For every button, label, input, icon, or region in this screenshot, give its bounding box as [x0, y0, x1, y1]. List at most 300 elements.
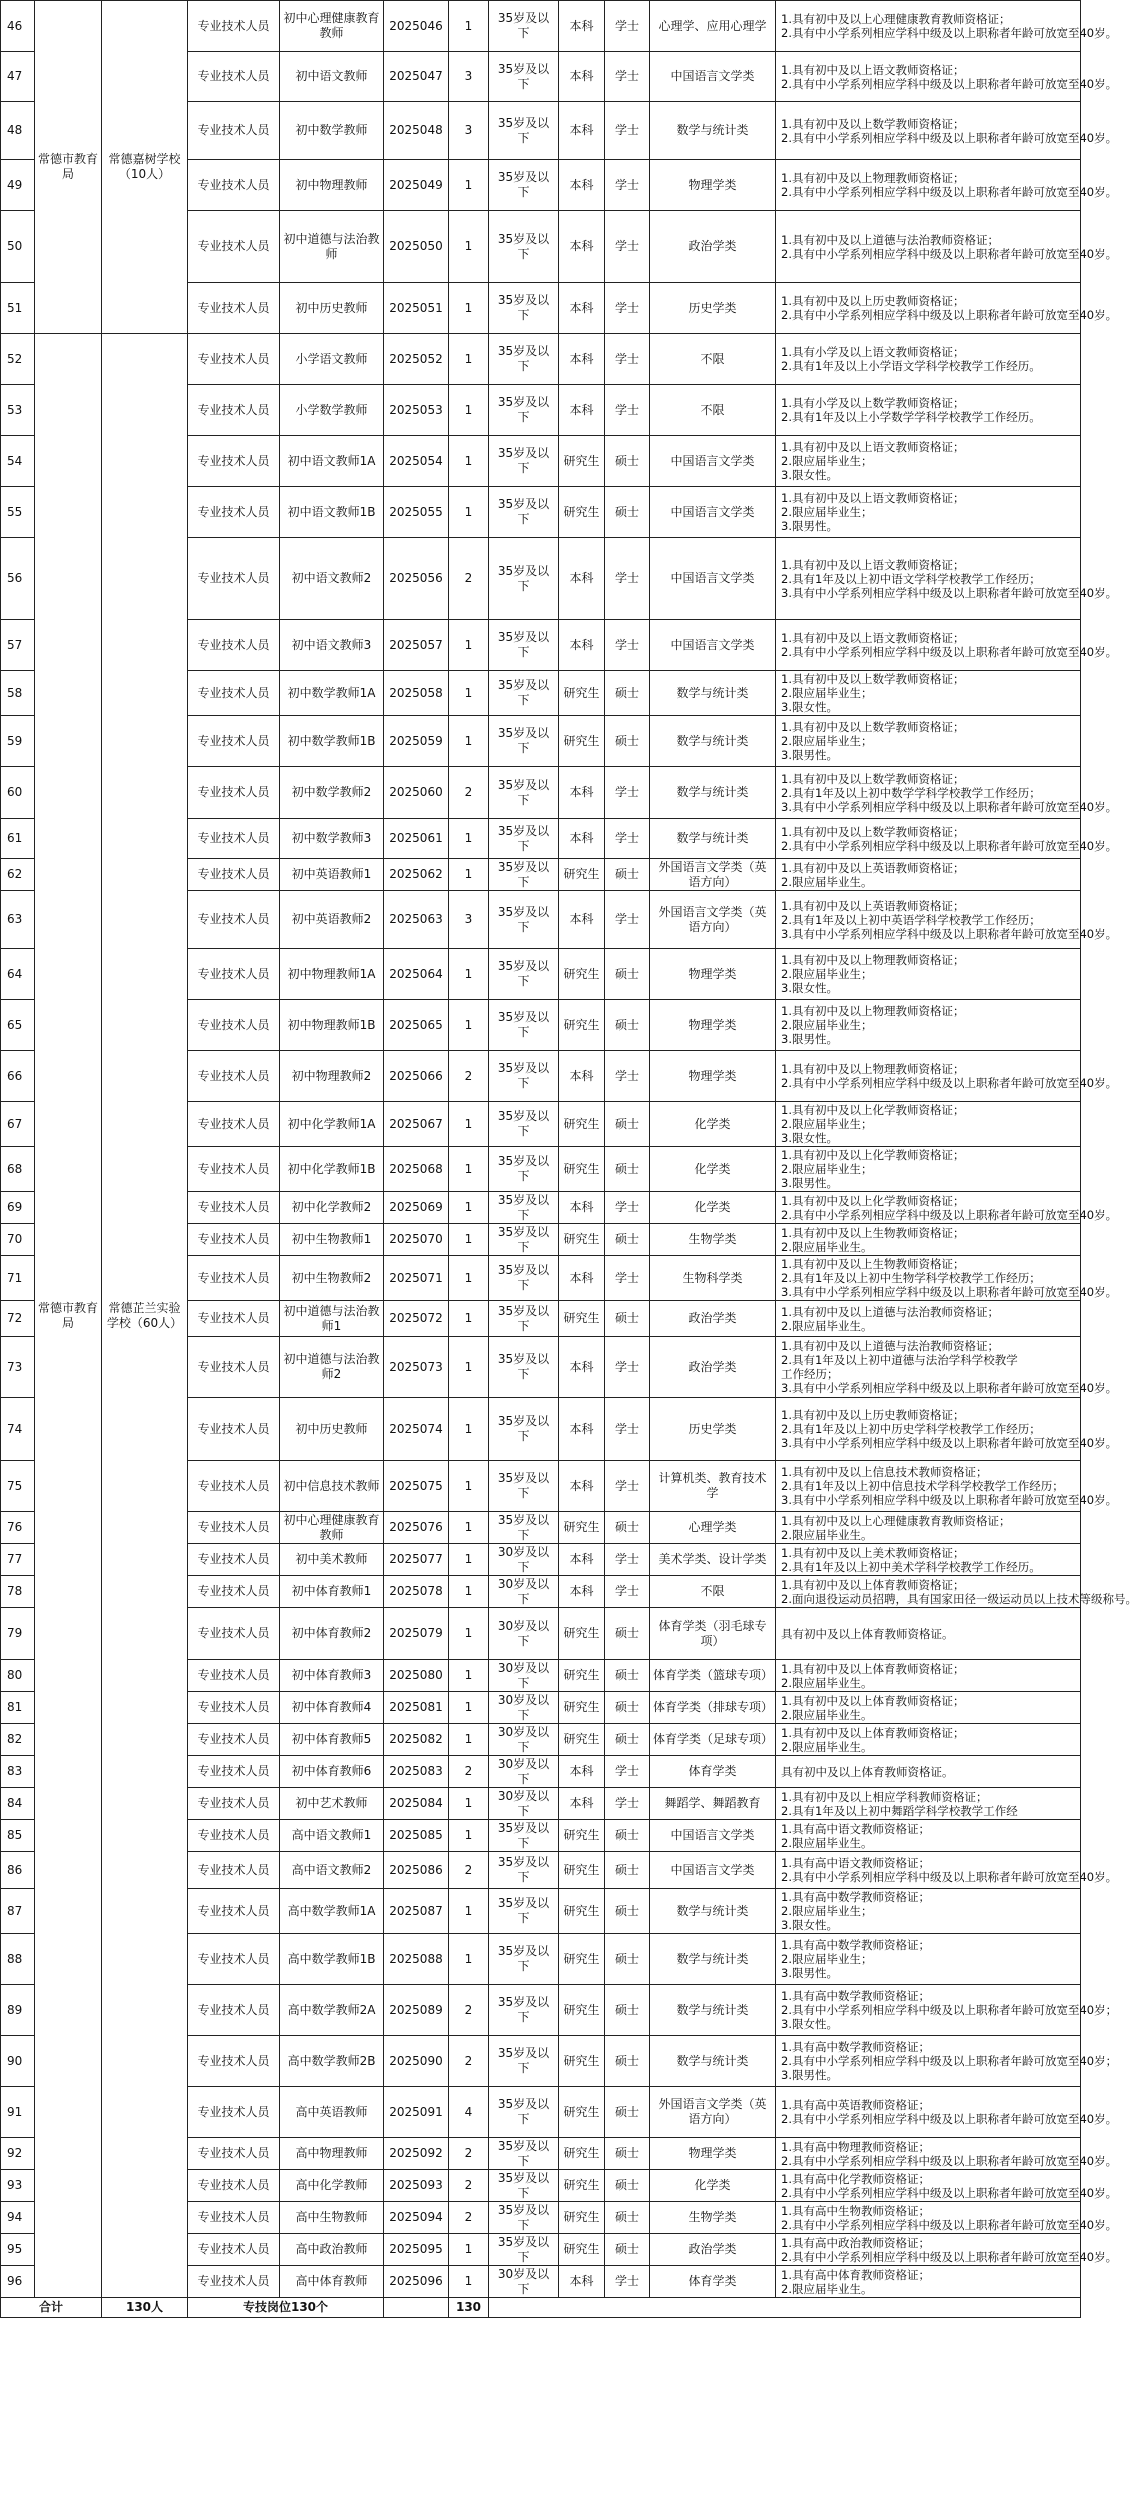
headcount-cell: 1	[449, 1147, 489, 1192]
education-cell: 研究生	[559, 2138, 605, 2170]
age-cell: 35岁及以下	[489, 283, 559, 334]
category-cell: 专业技术人员	[188, 819, 280, 859]
requirement-line: 1.具有初中及以上道德与法治教师资格证；	[781, 1339, 999, 1353]
category-cell: 专业技术人员	[188, 2266, 280, 2298]
category-cell: 专业技术人员	[188, 334, 280, 385]
headcount-cell: 1	[449, 211, 489, 283]
seq-cell: 71	[1, 1256, 35, 1301]
requirement-cell	[776, 949, 1081, 1000]
requirement-line: 1.具有初中及以上语文教师资格证；	[781, 491, 965, 505]
post-code-cell: 2025080	[384, 1660, 449, 1692]
education-cell: 研究生	[559, 1985, 605, 2036]
post-code-cell: 2025060	[384, 767, 449, 819]
age-cell: 35岁及以下	[489, 949, 559, 1000]
post-name-cell: 初中英语教师2	[280, 891, 384, 949]
category-cell: 专业技术人员	[188, 1576, 280, 1608]
education-cell: 本科	[559, 283, 605, 334]
requirement-line: 2.面向退役运动员招聘，具有国家田径一级运动员以上技术等级称号。	[781, 1591, 1137, 1606]
major-cell: 物理学类	[650, 1051, 776, 1102]
post-name-cell: 初中历史教师	[280, 1398, 384, 1461]
degree-cell: 学士	[605, 1756, 650, 1788]
age-cell: 35岁及以下	[489, 211, 559, 283]
headcount-cell: 1	[449, 1337, 489, 1398]
requirement-cell	[776, 1256, 1118, 1301]
post-name-cell: 初中数学教师1B	[280, 716, 384, 767]
category-cell: 专业技术人员	[188, 716, 280, 767]
requirement-line: 2.具有中小学系列相应学科中级及以上职称者年龄可放宽至40岁。	[781, 1207, 1118, 1222]
education-cell: 本科	[559, 1337, 605, 1398]
degree-cell: 学士	[605, 620, 650, 671]
seq-cell: 64	[1, 949, 35, 1000]
education-cell: 本科	[559, 385, 605, 436]
requirement-line: 3.限女性。	[781, 700, 838, 714]
headcount-cell: 1	[449, 1224, 489, 1256]
requirement-line: 1.具有初中及以上物理教师资格证；	[781, 953, 965, 967]
post-name-cell: 初中化学教师1B	[280, 1147, 384, 1192]
post-name-cell: 高中语文教师1	[280, 1820, 384, 1852]
requirement-line: 3.具有中小学系列相应学科中级及以上职称者年龄可放宽至40岁。	[781, 585, 1118, 600]
category-cell: 专业技术人员	[188, 1301, 280, 1337]
post-code-cell: 2025056	[384, 538, 449, 620]
seq-cell: 50	[1, 211, 35, 283]
category-cell: 专业技术人员	[188, 1000, 280, 1051]
degree-cell: 学士	[605, 1544, 650, 1576]
category-cell: 专业技术人员	[188, 1512, 280, 1544]
post-code-cell: 2025063	[384, 891, 449, 949]
age-cell: 35岁及以下	[489, 1301, 559, 1337]
requirement-line: 2.具有中小学系列相应学科中级及以上职称者年龄可放宽至40岁；	[781, 2054, 1118, 2068]
requirement-line: 2.具有1年及以上初中美术学科学校教学工作经历。	[781, 1559, 1041, 1574]
major-cell: 不限	[650, 1576, 776, 1608]
age-cell: 35岁及以下	[489, 2170, 559, 2202]
requirement-line: 1.具有初中及以上数学教师资格证；	[781, 771, 965, 786]
seq-cell: 53	[1, 385, 35, 436]
post-name-cell: 初中语文教师2	[280, 538, 384, 620]
degree-cell: 硕士	[605, 436, 650, 487]
requirement-line: 1.具有初中及以上历史教师资格证；	[781, 1408, 965, 1422]
post-code-cell: 2025066	[384, 1051, 449, 1102]
seq-cell: 57	[1, 620, 35, 671]
headcount-cell: 1	[449, 1788, 489, 1820]
seq-cell: 69	[1, 1192, 35, 1224]
age-cell: 35岁及以下	[489, 671, 559, 716]
education-cell: 研究生	[559, 2170, 605, 2202]
age-cell: 30岁及以下	[489, 1544, 559, 1576]
seq-cell: 61	[1, 819, 35, 859]
seq-cell: 62	[1, 859, 35, 891]
major-cell: 化学类	[650, 2170, 776, 2202]
age-cell: 35岁及以下	[489, 1, 559, 52]
education-cell: 研究生	[559, 487, 605, 538]
major-cell: 数学与统计类	[650, 1985, 776, 2036]
category-cell: 专业技术人员	[188, 436, 280, 487]
post-name-cell: 高中数学教师1B	[280, 1934, 384, 1985]
headcount-cell: 1	[449, 716, 489, 767]
category-cell: 专业技术人员	[188, 1398, 280, 1461]
age-cell: 35岁及以下	[489, 1461, 559, 1512]
category-cell: 专业技术人员	[188, 1337, 280, 1398]
requirement-line: 3.具有中小学系列相应学科中级及以上职称者年龄可放宽至40岁。	[781, 1436, 1118, 1450]
post-code-cell: 2025078	[384, 1576, 449, 1608]
headcount-cell: 1	[449, 283, 489, 334]
degree-cell: 硕士	[605, 1889, 650, 1934]
seq-cell: 55	[1, 487, 35, 538]
education-cell: 本科	[559, 1, 605, 52]
post-name-cell: 初中生物教师2	[280, 1256, 384, 1301]
education-cell: 本科	[559, 334, 605, 385]
age-cell: 35岁及以下	[489, 1889, 559, 1934]
major-cell: 化学类	[650, 1147, 776, 1192]
headcount-cell: 1	[449, 1000, 489, 1051]
major-cell: 化学类	[650, 1102, 776, 1147]
post-code-cell: 2025094	[384, 2202, 449, 2234]
requirement-line: 2.限应届毕业生；	[781, 1904, 873, 1918]
major-cell: 数学与统计类	[650, 671, 776, 716]
education-cell: 本科	[559, 1576, 605, 1608]
age-cell: 35岁及以下	[489, 716, 559, 767]
seq-cell: 74	[1, 1398, 35, 1461]
requirement-cell	[776, 891, 1118, 949]
education-cell: 研究生	[559, 716, 605, 767]
total-row	[1, 2298, 1081, 2318]
table-row	[1, 1, 1081, 52]
category-cell: 专业技术人员	[188, 1256, 280, 1301]
post-code-cell: 2025054	[384, 436, 449, 487]
post-name-cell: 初中体育教师5	[280, 1724, 384, 1756]
major-cell: 物理学类	[650, 1000, 776, 1051]
age-cell: 35岁及以下	[489, 1256, 559, 1301]
requirement-line: 1.具有初中及以上物理教师资格证；	[781, 1004, 965, 1018]
age-cell: 35岁及以下	[489, 1820, 559, 1852]
requirement-line: 2.限应届毕业生。	[781, 1239, 873, 1254]
degree-cell: 硕士	[605, 1102, 650, 1147]
education-cell: 研究生	[559, 859, 605, 891]
post-name-cell: 初中道德与法治教师1	[280, 1301, 384, 1337]
degree-cell: 学士	[605, 283, 650, 334]
post-name-cell: 初中道德与法治教师2	[280, 1337, 384, 1398]
seq-cell: 46	[1, 1, 35, 52]
seq-cell: 56	[1, 538, 35, 620]
requirement-line: 2.限应届毕业生；	[781, 454, 873, 468]
major-cell: 历史学类	[650, 1398, 776, 1461]
seq-cell: 91	[1, 2087, 35, 2138]
category-cell: 专业技术人员	[188, 1147, 280, 1192]
degree-cell: 学士	[605, 211, 650, 283]
requirement-line: 3.限女性。	[781, 468, 838, 482]
age-cell: 35岁及以下	[489, 52, 559, 102]
blank-cell	[489, 2298, 1081, 2318]
age-cell: 35岁及以下	[489, 1512, 559, 1544]
major-cell: 生物学类	[650, 2202, 776, 2234]
post-code-cell: 2025053	[384, 385, 449, 436]
education-cell: 研究生	[559, 1934, 605, 1985]
seq-cell: 65	[1, 1000, 35, 1051]
headcount-cell: 1	[449, 1576, 489, 1608]
major-cell: 中国语言文学类	[650, 52, 776, 102]
requirement-cell	[776, 1224, 1081, 1256]
requirement-line: 2.具有1年及以上初中信息技术学科学校教学工作经历；	[781, 1479, 1064, 1493]
category-cell: 专业技术人员	[188, 1608, 280, 1660]
requirement-line: 2.限应届毕业生；	[781, 967, 873, 981]
headcount-cell: 1	[449, 859, 489, 891]
requirement-line: 1.具有高中物理教师资格证；	[781, 2139, 930, 2154]
headcount-cell: 1	[449, 1102, 489, 1147]
post-code-cell: 2025083	[384, 1756, 449, 1788]
post-name-cell: 初中语文教师	[280, 52, 384, 102]
post-code-cell: 2025095	[384, 2234, 449, 2266]
major-cell: 数学与统计类	[650, 2036, 776, 2087]
major-cell: 舞蹈学、舞蹈教育	[650, 1788, 776, 1820]
education-cell: 本科	[559, 52, 605, 102]
headcount-cell: 1	[449, 1660, 489, 1692]
requirement-line: 1.具有初中及以上体育教师资格证；	[781, 1725, 965, 1740]
degree-cell: 学士	[605, 1192, 650, 1224]
requirement-line: 2.限应届毕业生。	[781, 2281, 873, 2296]
education-cell: 研究生	[559, 949, 605, 1000]
post-code-cell: 2025077	[384, 1544, 449, 1576]
major-cell: 外国语言文学类（英语方向）	[650, 859, 776, 891]
seq-cell: 89	[1, 1985, 35, 2036]
headcount-cell: 1	[449, 1256, 489, 1301]
table-row	[1, 334, 1081, 385]
requirement-line: 2.限应届毕业生；	[781, 1952, 873, 1966]
requirement-line: 1.具有初中及以上英语教师资格证；	[781, 898, 965, 913]
requirement-line: 1.具有高中数学教师资格证；	[781, 1890, 930, 1904]
post-code-cell: 2025050	[384, 211, 449, 283]
seq-cell: 54	[1, 436, 35, 487]
education-cell: 研究生	[559, 436, 605, 487]
major-cell: 物理学类	[650, 160, 776, 211]
requirement-line: 1.具有初中及以上历史教师资格证；	[781, 294, 965, 308]
requirement-cell	[776, 671, 1081, 716]
major-cell: 中国语言文学类	[650, 436, 776, 487]
post-name-cell: 初中物理教师2	[280, 1051, 384, 1102]
requirement-line: 1.具有高中生物教师资格证；	[781, 2203, 930, 2218]
requirement-cell	[776, 1398, 1118, 1461]
post-code-cell: 2025092	[384, 2138, 449, 2170]
headcount-cell: 1	[449, 671, 489, 716]
major-cell: 计算机类、教育技术学	[650, 1461, 776, 1512]
post-code-cell: 2025073	[384, 1337, 449, 1398]
post-code-cell: 2025086	[384, 1852, 449, 1889]
category-cell: 专业技术人员	[188, 2138, 280, 2170]
major-cell: 体育学类（足球专项）	[650, 1724, 776, 1756]
major-cell: 体育学类（排球专项）	[650, 1692, 776, 1724]
requirement-cell	[776, 716, 1081, 767]
seq-cell: 96	[1, 2266, 35, 2298]
requirement-line: 3.限男性。	[781, 1176, 838, 1190]
education-cell: 本科	[559, 1398, 605, 1461]
post-name-cell: 高中数学教师1A	[280, 1889, 384, 1934]
post-name-cell: 初中生物教师1	[280, 1224, 384, 1256]
degree-cell: 硕士	[605, 2202, 650, 2234]
degree-cell: 硕士	[605, 487, 650, 538]
degree-cell: 硕士	[605, 2036, 650, 2087]
major-cell: 历史学类	[650, 283, 776, 334]
major-cell: 中国语言文学类	[650, 1820, 776, 1852]
headcount-cell: 1	[449, 1461, 489, 1512]
requirement-line: 1.具有高中政治教师资格证；	[781, 2235, 930, 2250]
requirement-cell	[776, 2087, 1118, 2138]
major-cell: 中国语言文学类	[650, 620, 776, 671]
requirement-line: 1.具有高中语文教师资格证；	[781, 1821, 930, 1836]
post-name-cell: 初中物理教师	[280, 160, 384, 211]
education-cell: 研究生	[559, 2202, 605, 2234]
post-name-cell: 小学数学教师	[280, 385, 384, 436]
headcount-cell: 2	[449, 767, 489, 819]
major-cell: 体育学类（篮球专项）	[650, 1660, 776, 1692]
category-cell: 专业技术人员	[188, 1544, 280, 1576]
post-name-cell: 初中信息技术教师	[280, 1461, 384, 1512]
degree-cell: 学士	[605, 891, 650, 949]
requirement-line: 2.限应届毕业生。	[781, 1527, 873, 1542]
age-cell: 30岁及以下	[489, 1788, 559, 1820]
post-name-cell: 初中心理健康教育教师	[280, 1512, 384, 1544]
post-code-cell: 2025089	[384, 1985, 449, 2036]
requirement-line: 2.具有中小学系列相应学科中级及以上职称者年龄可放宽至40岁。	[781, 26, 1118, 40]
category-cell: 专业技术人员	[188, 1724, 280, 1756]
education-cell: 研究生	[559, 1660, 605, 1692]
requirement-line: 1.具有小学及以上语文教师资格证；	[781, 345, 965, 359]
age-cell: 35岁及以下	[489, 2202, 559, 2234]
education-cell: 研究生	[559, 2036, 605, 2087]
requirement-cell	[776, 385, 1081, 436]
post-name-cell: 初中物理教师1A	[280, 949, 384, 1000]
post-name-cell: 高中英语教师	[280, 2087, 384, 2138]
headcount-cell: 1	[449, 949, 489, 1000]
age-cell: 35岁及以下	[489, 2234, 559, 2266]
post-name-cell: 高中语文教师2	[280, 1852, 384, 1889]
category-cell: 专业技术人员	[188, 52, 280, 102]
post-name-cell: 初中道德与法治教师	[280, 211, 384, 283]
education-cell: 研究生	[559, 2234, 605, 2266]
degree-cell: 学士	[605, 2266, 650, 2298]
age-cell: 35岁及以下	[489, 620, 559, 671]
post-name-cell: 初中数学教师	[280, 102, 384, 160]
major-cell: 政治学类	[650, 1337, 776, 1398]
degree-cell: 硕士	[605, 1852, 650, 1889]
major-cell: 政治学类	[650, 211, 776, 283]
degree-cell: 学士	[605, 1256, 650, 1301]
degree-cell: 学士	[605, 1398, 650, 1461]
requirement-cell	[776, 1147, 1081, 1192]
headcount-cell: 1	[449, 1192, 489, 1224]
requirement-line: 1.具有高中数学教师资格证；	[781, 1989, 930, 2003]
seq-cell: 63	[1, 891, 35, 949]
category-cell: 专业技术人员	[188, 767, 280, 819]
seq-cell: 79	[1, 1608, 35, 1660]
post-code-cell: 2025071	[384, 1256, 449, 1301]
seq-cell: 87	[1, 1889, 35, 1934]
requirement-cell	[776, 1576, 1137, 1608]
seq-cell: 67	[1, 1102, 35, 1147]
post-code-cell: 2025065	[384, 1000, 449, 1051]
category-cell: 专业技术人员	[188, 620, 280, 671]
requirement-line: 1.具有高中语文教师资格证；	[781, 1856, 930, 1870]
requirement-line: 2.限应届毕业生；	[781, 505, 873, 519]
age-cell: 35岁及以下	[489, 1000, 559, 1051]
requirement-line: 2.限应届毕业生。	[781, 874, 873, 889]
post-name-cell: 初中化学教师2	[280, 1192, 384, 1224]
education-cell: 研究生	[559, 2087, 605, 2138]
category-cell: 专业技术人员	[188, 1756, 280, 1788]
post-code-cell: 2025057	[384, 620, 449, 671]
degree-cell: 硕士	[605, 2138, 650, 2170]
seq-cell: 66	[1, 1051, 35, 1102]
education-cell: 研究生	[559, 1724, 605, 1756]
education-cell: 研究生	[559, 1889, 605, 1934]
degree-cell: 学士	[605, 767, 650, 819]
post-code-cell: 2025093	[384, 2170, 449, 2202]
post-name-cell: 初中数学教师2	[280, 767, 384, 819]
blank-cell	[384, 2298, 449, 2318]
category-cell: 专业技术人员	[188, 949, 280, 1000]
requirement-line: 1.具有高中体育教师资格证；	[781, 2267, 930, 2282]
degree-cell: 学士	[605, 102, 650, 160]
requirement-line: 工作经历；	[781, 1367, 839, 1381]
education-cell: 研究生	[559, 1301, 605, 1337]
post-code-cell: 2025061	[384, 819, 449, 859]
requirement-line: 2.具有1年及以上小学语文学科学校教学工作经历。	[781, 359, 1041, 373]
degree-cell: 硕士	[605, 1820, 650, 1852]
category-cell: 专业技术人员	[188, 102, 280, 160]
requirement-cell	[776, 1660, 1081, 1692]
requirement-line: 2.限应届毕业生。	[781, 1675, 873, 1690]
requirement-line: 1.具有初中及以上英语教师资格证；	[781, 860, 965, 875]
education-cell: 本科	[559, 1256, 605, 1301]
degree-cell: 硕士	[605, 1692, 650, 1724]
requirement-cell	[776, 2234, 1118, 2266]
requirement-cell	[776, 1544, 1081, 1576]
total-label-cell: 合计	[1, 2298, 102, 2318]
requirement-line: 2.限应届毕业生；	[781, 1018, 873, 1032]
department-cell: 常德市教育局	[35, 1, 102, 334]
post-name-cell: 初中数学教师1A	[280, 671, 384, 716]
post-code-cell: 2025058	[384, 671, 449, 716]
degree-cell: 学士	[605, 385, 650, 436]
education-cell: 本科	[559, 538, 605, 620]
education-cell: 本科	[559, 1192, 605, 1224]
degree-cell: 硕士	[605, 2087, 650, 2138]
post-name-cell: 初中语文教师1B	[280, 487, 384, 538]
requirement-line: 1.具有初中及以上生物教师资格证；	[781, 1225, 965, 1240]
major-cell: 数学与统计类	[650, 1934, 776, 1985]
requirement-line: 1.具有初中及以上化学教师资格证；	[781, 1193, 965, 1208]
post-code-cell: 2025074	[384, 1398, 449, 1461]
total-posts-cell: 专技岗位130个	[188, 2298, 384, 2318]
requirement-cell	[776, 334, 1081, 385]
age-cell: 35岁及以下	[489, 1852, 559, 1889]
age-cell: 35岁及以下	[489, 767, 559, 819]
requirement-line: 2.具有中小学系列相应学科中级及以上职称者年龄可放宽至40岁。	[781, 246, 1118, 261]
education-cell: 本科	[559, 1756, 605, 1788]
requirement-line: 2.具有中小学系列相应学科中级及以上职称者年龄可放宽至40岁。	[781, 76, 1118, 91]
post-code-cell: 2025067	[384, 1102, 449, 1147]
requirement-line: 1.具有初中及以上物理教师资格证；	[781, 1062, 965, 1076]
education-cell: 研究生	[559, 1224, 605, 1256]
post-name-cell: 初中艺术教师	[280, 1788, 384, 1820]
headcount-cell: 3	[449, 52, 489, 102]
seq-cell: 80	[1, 1660, 35, 1692]
post-code-cell: 2025084	[384, 1788, 449, 1820]
degree-cell: 学士	[605, 1576, 650, 1608]
requirement-line: 1.具有初中及以上信息技术教师资格证；	[781, 1465, 988, 1479]
seq-cell: 52	[1, 334, 35, 385]
requirement-line: 1.具有初中及以上美术教师资格证；	[781, 1545, 965, 1560]
requirement-cell	[776, 211, 1118, 283]
major-cell: 政治学类	[650, 1301, 776, 1337]
age-cell: 35岁及以下	[489, 1224, 559, 1256]
